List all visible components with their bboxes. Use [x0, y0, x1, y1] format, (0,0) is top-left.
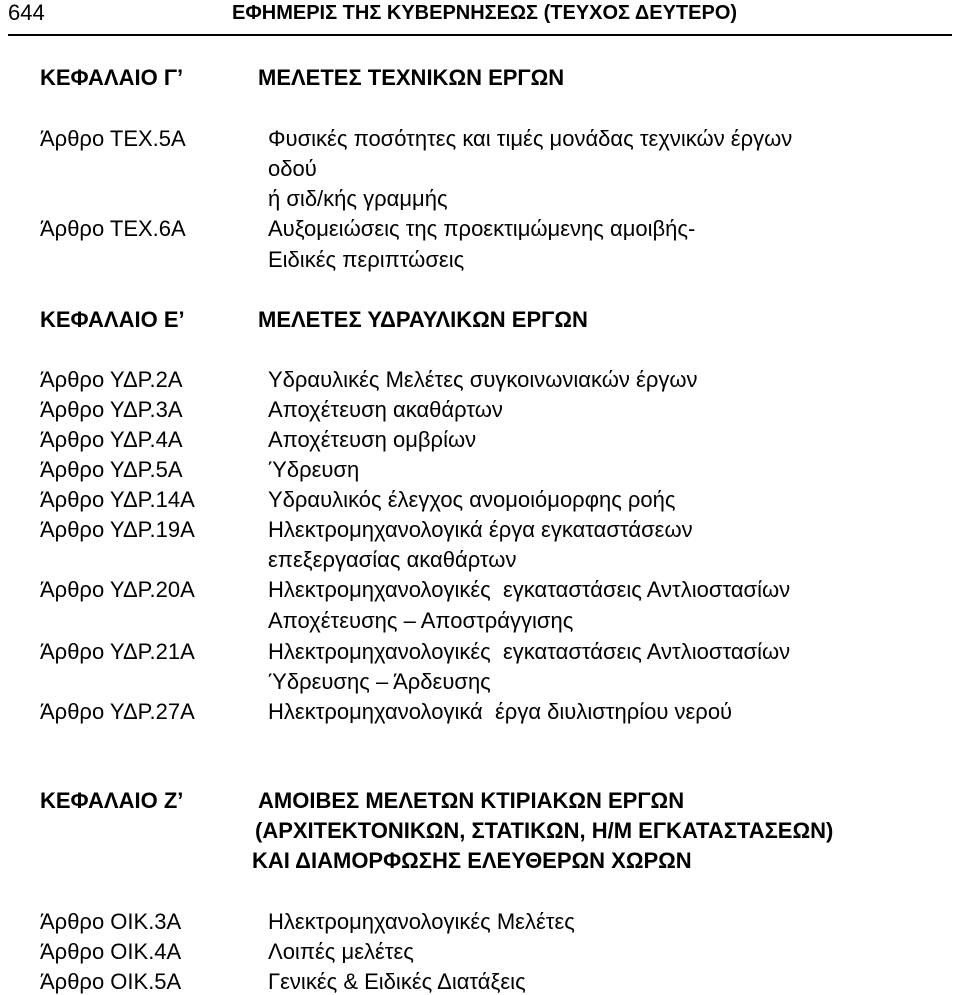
article-label: Άρθρο ΥΔΡ.27Α	[40, 699, 195, 724]
article-label: Άρθρο ΥΔΡ.3Α	[40, 397, 183, 422]
header-rule	[8, 34, 952, 36]
article-label: Άρθρο ΥΔΡ.5Α	[40, 457, 183, 482]
article-description-line: Ηλεκτρομηχανολογικές Μελέτες	[268, 909, 575, 934]
chapter-title-line: (ΑΡΧΙΤΕΚΤΟΝΙΚΩΝ, ΣΤΑΤΙΚΩΝ, Η/Μ ΕΓΚΑΤΑΣΤΑΣΕΩΝ)	[255, 818, 834, 843]
article-description-line: Ύδρευση	[268, 457, 360, 482]
article-label: Άρθρο ΟΙΚ.3Α	[40, 909, 182, 934]
article-description-line: Αποχέτευσης – Αποστράγγισης	[268, 608, 574, 633]
article-label: Άρθρο ΥΔΡ.21Α	[40, 639, 195, 664]
article-description-line: Ειδικές περιπτώσεις	[268, 247, 465, 272]
article-label: Άρθρο ΥΔΡ.19Α	[40, 517, 195, 542]
chapter-title-line: ΜΕΛΕΤΕΣ ΤΕΧΝΙΚΩΝ ΕΡΓΩΝ	[258, 65, 565, 90]
chapter-title-line: ΚΑΙ ΔΙΑΜΟΡΦΩΣΗΣ ΕΛΕΥΘΕΡΩΝ ΧΩΡΩΝ	[252, 848, 692, 873]
article-description-line: Αποχέτευση ομβρίων	[268, 427, 477, 452]
chapter-title-line: ΜΕΛΕΤΕΣ ΥΔΡΑΥΛΙΚΩΝ ΕΡΓΩΝ	[258, 307, 588, 332]
article-label: Άρθρο ΤΕΧ.5Α	[40, 126, 186, 151]
article-description-line: Φυσικές ποσότητες και τιμές μονάδας τεχνικών έργων	[268, 126, 793, 151]
article-description-line: Ηλεκτρομηχανολογικά έργα διυλιστηρίου νερού	[268, 699, 733, 724]
article-description-line: Λοιπές μελέτες	[268, 939, 414, 964]
article-label: Άρθρο ΟΙΚ.4Α	[40, 939, 182, 964]
article-description-line: Υδραυλικός έλεγχος ανομοιόμορφης ροής	[268, 487, 676, 512]
article-description-line: Αυξομειώσεις της προεκτιμώμενης αμοιβής-	[268, 216, 696, 241]
article-label: Άρθρο ΥΔΡ.2Α	[40, 367, 183, 392]
chapter-title-line: ΑΜΟΙΒΕΣ ΜΕΛΕΤΩΝ ΚΤΙΡΙΑΚΩΝ ΕΡΓΩΝ	[258, 788, 685, 813]
article-label: Άρθρο ΟΙΚ.5Α	[40, 969, 182, 994]
article-label: Άρθρο ΥΔΡ.14Α	[40, 487, 195, 512]
article-description-line: επεξεργασίας ακαθάρτων	[268, 547, 517, 572]
gazette-title: ΕΦΗΜΕΡΙΣ ΤΗΣ ΚΥΒΕΡΝΗΣΕΩΣ (ΤΕΥΧΟΣ ΔΕΥΤΕΡΟ)	[232, 2, 738, 24]
article-description-line: Αποχέτευση ακαθάρτων	[268, 397, 503, 422]
article-description-line: ή σιδ/κής γραμμής	[268, 186, 448, 211]
article-description-line: οδού	[268, 156, 317, 181]
article-label: Άρθρο ΥΔΡ.4Α	[40, 427, 183, 452]
article-description-line: Ηλεκτρομηχανολογικές εγκαταστάσεις Αντλιοστασίων	[268, 577, 791, 602]
article-description-line: Γενικές & Ειδικές Διατάξεις	[268, 969, 526, 994]
page-number: 644	[8, 0, 45, 25]
chapter-label: ΚΕΦΑΛΑΙΟ Γ’	[40, 65, 184, 90]
chapter-label: ΚΕΦΑΛΑΙΟ Ε’	[40, 307, 185, 332]
article-label: Άρθρο ΤΕΧ.6Α	[40, 216, 186, 241]
article-description-line: Υδραυλικές Μελέτες συγκοινωνιακών έργων	[268, 367, 698, 392]
article-description-line: Ηλεκτρομηχανολογικά έργα εγκαταστάσεων	[268, 517, 693, 542]
article-label: Άρθρο ΥΔΡ.20Α	[40, 577, 195, 602]
chapter-label: ΚΕΦΑΛΑΙΟ Ζ’	[40, 788, 184, 813]
article-description-line: Ύδρευσης – Άρδευσης	[268, 669, 491, 694]
article-description-line: Ηλεκτρομηχανολογικές εγκαταστάσεις Αντλιοστασίων	[268, 639, 791, 664]
